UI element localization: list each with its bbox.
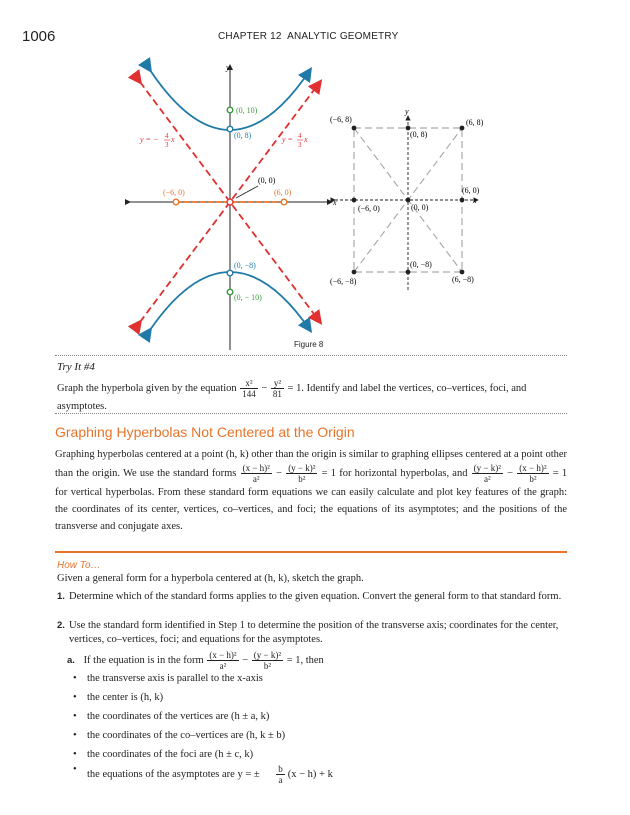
focus-top-point [227, 107, 233, 113]
covertex-left-point [173, 199, 179, 205]
asymptote-pos-den: 3 [298, 141, 302, 149]
figure-caption: Figure 8 [294, 340, 324, 349]
label-right-covertex-right: (6, 0) [462, 186, 480, 195]
frac-den: a² [252, 474, 260, 484]
label-covertex-left: (−6, 0) [163, 188, 185, 197]
fraction-y2-81 [271, 378, 284, 399]
left-y-axis-label: y [226, 63, 230, 72]
label-corner-tl: (−6, 8) [330, 115, 352, 124]
left-x-axis-label: x [333, 198, 337, 207]
frac-den: a [278, 775, 283, 785]
corner-tr-point [460, 126, 465, 131]
frac-num: (y − k)² [253, 650, 282, 660]
right-y-axis-label: y [405, 107, 409, 116]
label-corner-tr: (6, 8) [466, 118, 484, 127]
frac-den: 81 [272, 389, 282, 399]
chapter-title: ANALYTIC GEOMETRY [287, 31, 399, 42]
how-to-step-2 [57, 619, 562, 647]
section-title: Graphing Hyperbolas Not Centered at the Origin [55, 424, 355, 440]
sub-step-label: a. [67, 654, 75, 666]
fraction-x2-144 [240, 378, 258, 399]
how-to-title: How To… [57, 560, 101, 571]
minus-sign: − [507, 467, 514, 479]
fraction-form-2 [252, 650, 283, 671]
frac-den: a² [483, 474, 491, 484]
try-it-box [55, 355, 567, 414]
label-right-vertex-top: (0, 8) [410, 130, 428, 139]
label-origin: (0, 0) [258, 176, 276, 185]
fraction-b-over-a [264, 764, 285, 785]
bullet-item [75, 764, 333, 785]
frac-num: y² [271, 378, 284, 389]
minus-sign: − [242, 654, 249, 666]
frac-num: (x − h)² [242, 463, 270, 473]
focus-bottom-point [227, 289, 233, 295]
label-right-covertex-left: (−6, 0) [358, 204, 380, 213]
asymptote-neg-num: 4 [165, 132, 169, 140]
frac-num: (y − k)² [288, 463, 316, 473]
asymptote-pos-label: y = [282, 135, 293, 144]
step-number: 2. [57, 620, 65, 631]
frac-num: x² [240, 378, 258, 389]
right-covertex-right [460, 198, 465, 203]
label-vertex-bottom: (0, −8) [234, 261, 256, 270]
minus-sign: − [261, 382, 268, 394]
asymptote-pos-var: x [304, 135, 308, 144]
para-part-2: = 1 for horizontal hyperbolas, and [321, 467, 468, 479]
fraction-form-1 [207, 650, 238, 671]
origin-point [227, 199, 233, 205]
bullet-item [75, 673, 263, 684]
bullet-item [75, 711, 269, 722]
frac-den: b² [263, 661, 272, 671]
bullet-item [75, 749, 253, 760]
try-it-pre: Graph the hyperbola given by the equation [57, 382, 237, 394]
bullet-text: the coordinates of the foci are (h ± c, k) [87, 749, 254, 760]
label-corner-br: (6, −8) [452, 275, 474, 284]
try-it-text [57, 378, 565, 415]
label-vertex-top: (0, 8) [234, 131, 252, 140]
fraction-horizontal-2 [286, 463, 317, 484]
right-covertex-left [352, 198, 357, 203]
bullet-item [75, 692, 163, 703]
bullet-item [75, 730, 285, 741]
para-part-1: Graphing hyperbolas centered at a point (h, k) other than the origin is similar to graphing ellipses centered at a point other than the origin. We use the standard forms [55, 449, 568, 479]
fraction-vertical-1 [472, 463, 503, 484]
corner-br-point [460, 270, 465, 275]
sub-step-post: = 1, then [286, 654, 324, 666]
frac-den: a² [219, 661, 227, 671]
asymptote-neg-den: 3 [165, 141, 169, 149]
frac-den: b² [529, 474, 537, 484]
corner-bl-point [352, 270, 357, 275]
chapter-prefix: CHAPTER 12 [218, 31, 282, 42]
section-paragraph [55, 446, 567, 535]
fraction-horizontal-1 [241, 463, 272, 484]
try-it-title: Try It #4 [57, 361, 95, 373]
right-origin [406, 198, 411, 203]
how-to-step-1 [57, 590, 562, 604]
how-to-divider [55, 551, 567, 553]
origin-pointer [236, 186, 258, 198]
para-part-3: = 1 for vertical hyperbolas. From these standard form equations we can easily calculate and plot key features of the graph: the coordinates of its center, vertices, co–vertices, and foci; the equations of its asymptotes; and the positions of the transverse and conjugate axes. [55, 467, 568, 532]
frac-num: b [278, 764, 283, 774]
bullet-text: the equations of the asymptotes are y = ± [87, 768, 260, 780]
right-x-axis-label: x [473, 196, 477, 205]
sub-step-pre: If the equation is in the form [83, 654, 204, 666]
bullet-text: the coordinates of the vertices are (h ± a, k) [87, 711, 270, 722]
label-focus-bottom: (0, − 10) [234, 293, 262, 302]
bullet-text: the coordinates of the co–vertices are (h, k ± b) [87, 730, 286, 741]
vertex-bottom-point [227, 270, 233, 276]
covertex-right-point [281, 199, 287, 205]
label-right-origin: (0, 0) [411, 203, 429, 212]
step-text: Determine which of the standard forms applies to the given equation. Convert the general form to that standard form. [69, 591, 562, 602]
asymptote-neg-label: y = − [140, 135, 159, 144]
label-focus-top: (0, 10) [236, 106, 258, 115]
frac-den: b² [298, 474, 306, 484]
frac-num: (x − h)² [519, 463, 547, 473]
right-vertex-bottom [406, 270, 411, 275]
corner-tl-point [352, 126, 357, 131]
step-text: Use the standard form identified in Step 1 to determine the position of the transverse axis; coordinates for the center, vertices, co–vertices, foci; and equations for the asymptotes. [69, 620, 559, 645]
frac-num: (x − h)² [209, 650, 237, 660]
how-to-intro: Given a general form for a hyperbola centered at (h, k), sketch the graph. [57, 573, 364, 584]
page-number: 1006 [22, 28, 56, 45]
step-number: 1. [57, 591, 65, 602]
minus-sign: − [276, 467, 282, 479]
bullet-text: the transverse axis is parallel to the x-axis [87, 673, 263, 684]
label-covertex-right: (6, 0) [274, 188, 292, 197]
figure-hyperbola-graph [0, 0, 630, 350]
asymptote-neg-var: x [171, 135, 175, 144]
asymptote-pos-num: 4 [298, 132, 302, 140]
label-right-vertex-bottom: (0, −8) [410, 260, 432, 269]
bullet-text-tail: (x − h) + k [287, 768, 333, 780]
sub-step-a [67, 650, 324, 671]
frac-den: 144 [242, 389, 256, 399]
bullet-text: the center is (h, k) [87, 692, 164, 703]
vertex-top-point [227, 126, 233, 132]
frac-num: (y − k)² [473, 463, 501, 473]
label-corner-bl: (−6, −8) [330, 277, 357, 286]
fraction-vertical-2 [517, 463, 548, 484]
try-it-post: = 1. Identify and label the vertices, co–vertices, foci, and asymptotes. [57, 382, 527, 412]
